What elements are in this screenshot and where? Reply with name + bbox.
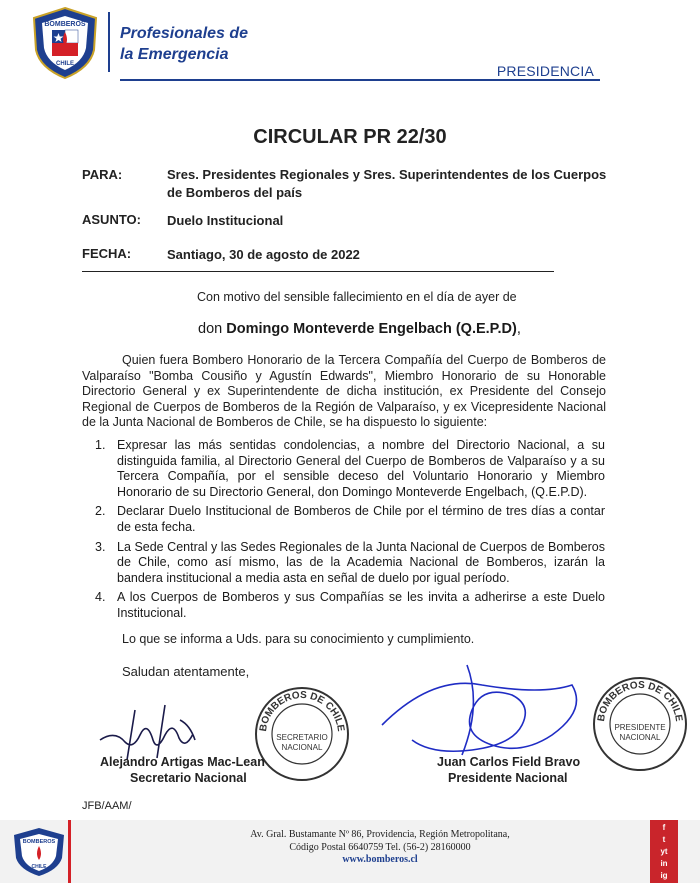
list-item: 4. A los Cuerpos de Bomberos y sus Compañías se les invita a adherirse a este Duelo Institucional. (95, 590, 605, 620)
header-rule (120, 79, 600, 81)
closing-text: Lo que se informa a Uds. para su conocimiento y cumplimiento. (122, 632, 475, 646)
signer-role-secretary: Secretario Nacional (130, 771, 247, 785)
svg-text:NACIONAL: NACIONAL (281, 743, 323, 752)
signature-scribble-secretary (95, 690, 205, 765)
linkedin-icon[interactable]: in (660, 859, 668, 868)
list-item: 2. Declarar Duelo Institucional de Bomberos de Chile por el término de tres días a contar de esta fecha. (95, 504, 605, 534)
stamp-secretario-nacional (252, 684, 352, 784)
svg-text:SECRETARIO: SECRETARIO (276, 733, 328, 742)
deceased-name: Domingo Monteverde Engelbach (Q.E.P.D) (226, 321, 517, 337)
meta-rule (82, 271, 554, 272)
tagline-line2: la Emergencia (120, 46, 229, 63)
header-tagline (120, 23, 248, 65)
document-initials: JFB/AAM/ (82, 800, 132, 812)
footer-contact (170, 829, 590, 867)
footer-postal: Código Postal 6640759 Tel. (56-2) 28160000 (289, 841, 471, 853)
svg-text:BOMBEROS DE CHILE: BOMBEROS DE CHILE (595, 679, 684, 723)
footer-social-bar (650, 820, 678, 883)
svg-text:NACIONAL: NACIONAL (619, 733, 661, 742)
document-title: CIRCULAR PR 22/30 (253, 126, 447, 148)
para-label: PARA: (82, 167, 123, 182)
signer-name-president: Juan Carlos Field Bravo (437, 755, 581, 769)
bomberos-logo (30, 6, 100, 80)
youtube-icon[interactable]: yt (660, 847, 668, 856)
footer-website-link[interactable]: www.bomberos.cl (342, 854, 418, 866)
header-divider (108, 12, 110, 72)
name-prefix: don (198, 321, 223, 337)
list-item: 1. Expresar las más sentidas condolencias, a nombre del Directorio Nacional, a su distinguida familia, al Directorio General del Cuerpo de Bomberos de Valparaíso y a su Tercera Compañía, por el sensible deceso del Voluntario Honorario y Miembro Honorario de su Directorio General, don Domingo Monteverde Engelbach, (Q.E.P.D). (95, 438, 605, 499)
resolution-list (95, 438, 605, 626)
deceased-name-line (198, 321, 521, 337)
footer-bomberos-logo (8, 826, 70, 878)
asunto-label: ASUNTO: (82, 212, 141, 227)
fecha-label: FECHA: (82, 246, 132, 261)
signer-role-president: Presidente Nacional (448, 771, 568, 785)
department-label: PRESIDENCIA (496, 63, 594, 79)
svg-text:CHILE: CHILE (56, 61, 74, 67)
footer-address: Av. Gral. Bustamante Nº 86, Providencia, Región Metropolitana, (250, 829, 510, 840)
svg-text:PRESIDENTE: PRESIDENTE (614, 723, 666, 732)
para-value (167, 166, 607, 202)
signature-scribble-president (372, 655, 592, 765)
instagram-icon[interactable]: ig (660, 871, 668, 880)
facebook-icon[interactable]: f (662, 823, 666, 832)
list-item: 3. La Sede Central y las Sedes Regionales de la Junta Nacional de Cuerpos de Bomberos de Chile, como así mismo, las de la Academia Nacional de Bomberos, izarán la bandera institucional a media asta en señal de duelo por igual período. (95, 539, 605, 585)
tagline-line1: Profesionales de (120, 25, 249, 42)
signer-name-secretary: Alejandro Artigas Mac-Lean (100, 755, 265, 769)
svg-text:BOMBEROS: BOMBEROS (22, 839, 56, 845)
svg-text:CHILE: CHILE (31, 864, 47, 870)
name-suffix: , (516, 321, 521, 337)
body-paragraph: Quien fuera Bombero Honorario de la Tercera Compañía del Cuerpo de Bomberos de Valparaíso "Bomba Cousiño y Agustín Edwards", Miembro Honorario de su Honorable Directorio General y ex Superintendente de dicha institución, ex Presidente del Consejo Regional de Cuerpos de Bomberos de la Región de Valparaíso, y ex Vicepresidente Nacional de la Junta Nacional de Bomberos de Chile, se ha dispuesto lo siguiente: (82, 353, 606, 430)
intro-text: Con motivo del sensible fallecimiento en el día de ayer de (197, 290, 517, 304)
para-line1: Sres. Presidentes Regionales y Sres. Superintendentes de los Cuerpos (167, 167, 607, 182)
footer-red-stripe (68, 820, 71, 883)
twitter-icon[interactable]: t (662, 835, 666, 844)
para-line2: de Bomberos del país (167, 185, 303, 200)
svg-text:BOMBEROS: BOMBEROS (44, 21, 86, 28)
stamp-presidente-nacional (590, 674, 690, 774)
salutation: Saludan atentamente, (122, 664, 250, 679)
svg-text:BOMBEROS DE CHILE: BOMBEROS DE CHILE (257, 689, 346, 733)
fecha-value: Santiago, 30 de agosto de 2022 (167, 247, 360, 262)
asunto-value: Duelo Institucional (167, 213, 284, 228)
